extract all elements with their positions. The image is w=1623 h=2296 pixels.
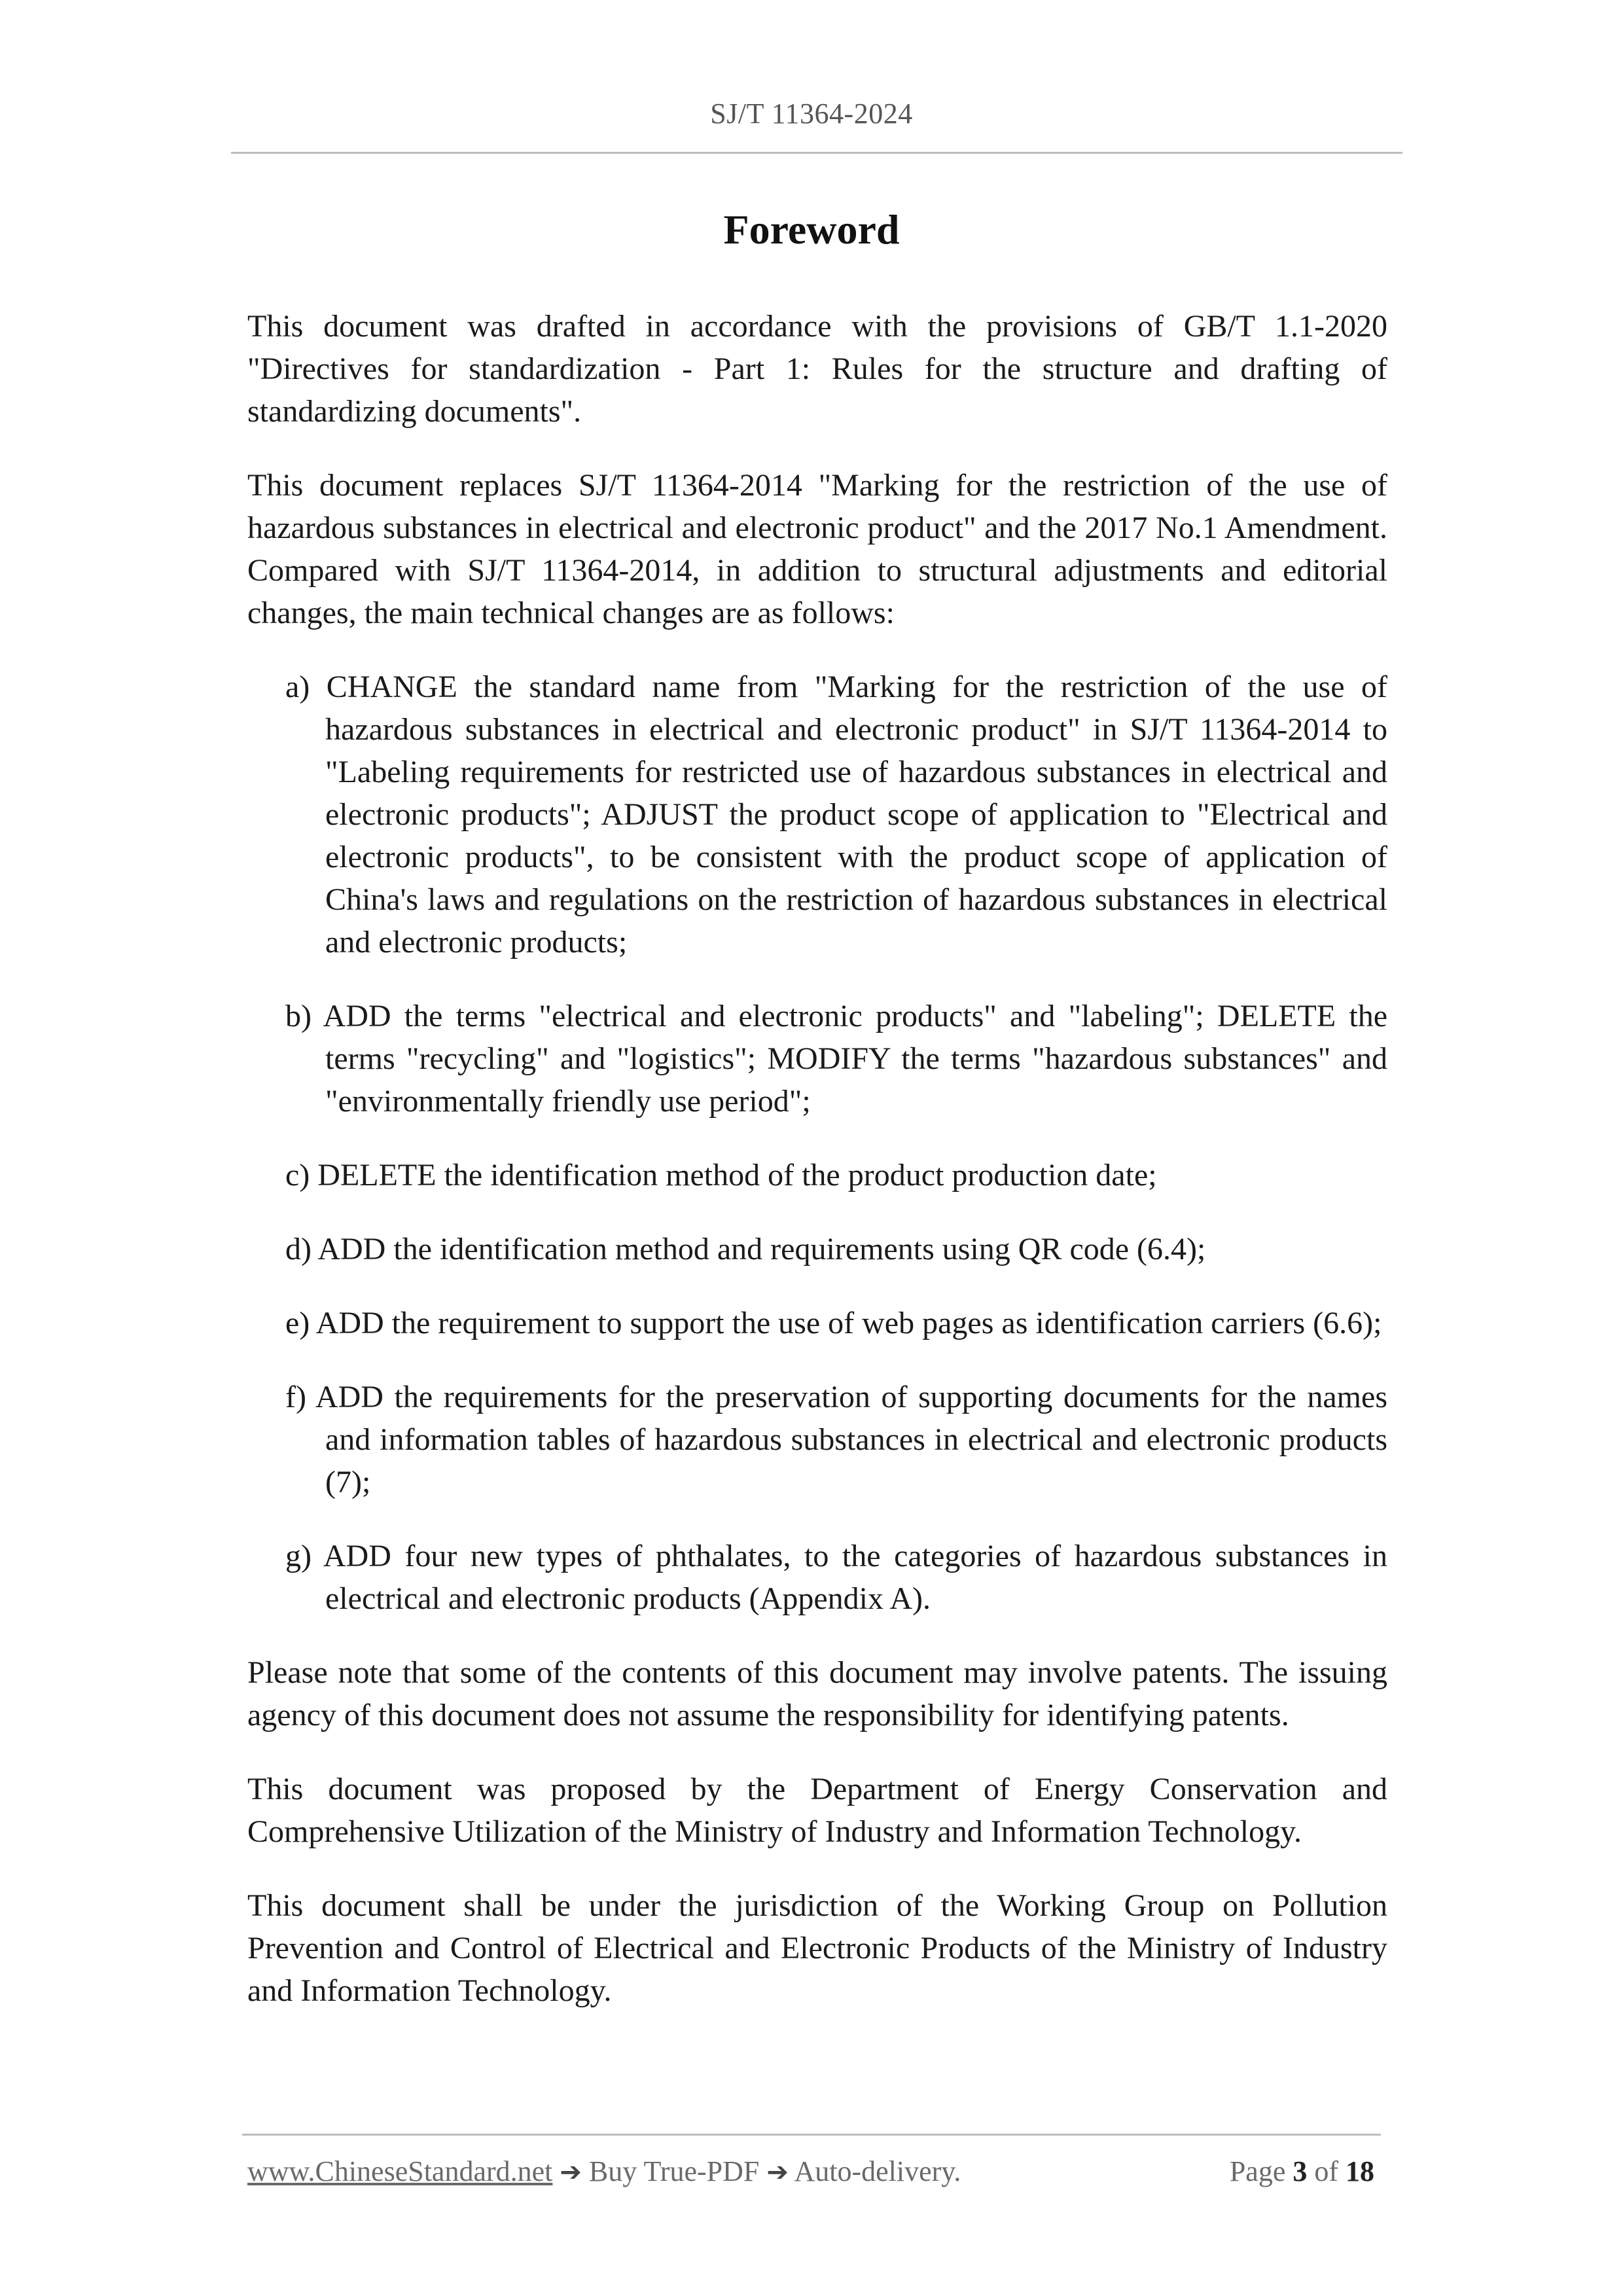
footer-divider — [242, 2134, 1381, 2136]
page-label: Page — [1229, 2155, 1286, 2187]
list-item — [285, 1228, 1387, 1270]
buy-pdf-text: Buy True-PDF — [588, 2155, 760, 2187]
list-item — [285, 995, 1387, 1122]
list-item — [285, 1154, 1387, 1196]
list-marker: b) — [285, 999, 312, 1033]
list-item — [285, 666, 1387, 963]
running-header: SJ/T 11364-2024 — [710, 98, 913, 130]
footer-links — [247, 2155, 961, 2188]
technical-changes-list — [247, 666, 1387, 1620]
list-item-text: ADD the terms "electrical and electronic products" and "labeling"; DELETE the terms "recycling" and "logistics"; MODIFY the terms "hazardous substances" and "environmentally friendly use period"; — [323, 999, 1388, 1119]
list-marker: f) — [285, 1380, 306, 1414]
website-link[interactable]: www.ChineseStandard.net — [247, 2155, 553, 2187]
list-item-text: CHANGE the standard name from "Marking for the restriction of the use of hazardous substances in electrical and electronic product" in SJ/T 11364-2014 to "Labeling requirements for restricted use of hazardous substances in electrical and electronic products"; ADJUST the product scope of application to "Electrical and electronic products", to be consistent with the product scope of application of China's laws and regulations on the restriction of hazardous substances in electrical and electronic products; — [325, 670, 1387, 960]
list-item — [285, 1302, 1387, 1344]
auto-delivery-text: Auto-delivery. — [794, 2155, 961, 2187]
list-item-text: ADD the requirement to support the use of web pages as identification carriers (6.6); — [315, 1306, 1382, 1340]
list-item — [285, 1376, 1387, 1503]
list-item-text: ADD the requirements for the preservation of supporting documents for the names and information tables of hazardous substances in electrical and electronic products (7); — [315, 1380, 1388, 1499]
list-marker: e) — [285, 1306, 310, 1340]
document-body — [247, 305, 1387, 2043]
page-of-label: of — [1314, 2155, 1338, 2187]
paragraph-patents: Please note that some of the contents of this document may involve patents. The issuing agency of this document does not assume the responsibility for identifying patents. — [247, 1655, 1387, 1732]
header-divider — [231, 152, 1402, 154]
list-marker: c) — [285, 1158, 310, 1193]
list-item-text: DELETE the identification method of the product production date; — [317, 1158, 1157, 1193]
paragraph-jurisdiction: This document shall be under the jurisdiction of the Working Group on Pollution Prevention and Control of Electrical and Electronic Products of the Ministry of Industry and Information Technology. — [247, 1888, 1387, 2008]
list-marker: g) — [285, 1539, 312, 1573]
arrow-right-icon: ➔ — [766, 2157, 789, 2187]
page-number — [1230, 2155, 1374, 2188]
page-total: 18 — [1346, 2155, 1374, 2187]
list-item-text: ADD four new types of phthalates, to the categories of hazardous substances in electrical and electronic products (Appendix A). — [323, 1539, 1387, 1616]
paragraph-replacement: This document replaces SJ/T 11364-2014 "Marking for the restriction of the use of hazardous substances in electrical and electronic product" and the 2017 No.1 Amendment. Compared with SJ/T 11364-2014, in addition to structural adjustments and editorial changes, the main technical changes are as follows: — [247, 468, 1387, 630]
page-title: Foreword — [723, 206, 900, 253]
list-marker: a) — [285, 670, 310, 704]
page-current: 3 — [1293, 2155, 1308, 2187]
paragraph-proposer: This document was proposed by the Department of Energy Conservation and Comprehensive Utilization of the Ministry of Industry and Information Technology. — [247, 1772, 1387, 1849]
list-item-text: ADD the identification method and requirements using QR code (6.4); — [317, 1232, 1206, 1266]
paragraph-drafting-basis: This document was drafted in accordance with the provisions of GB/T 1.1-2020 "Directives for standardization - Part 1: Rules for the structure and drafting of standardizing documents". — [247, 309, 1387, 429]
list-item — [285, 1535, 1387, 1620]
arrow-right-icon: ➔ — [560, 2157, 582, 2187]
list-marker: d) — [285, 1232, 312, 1266]
